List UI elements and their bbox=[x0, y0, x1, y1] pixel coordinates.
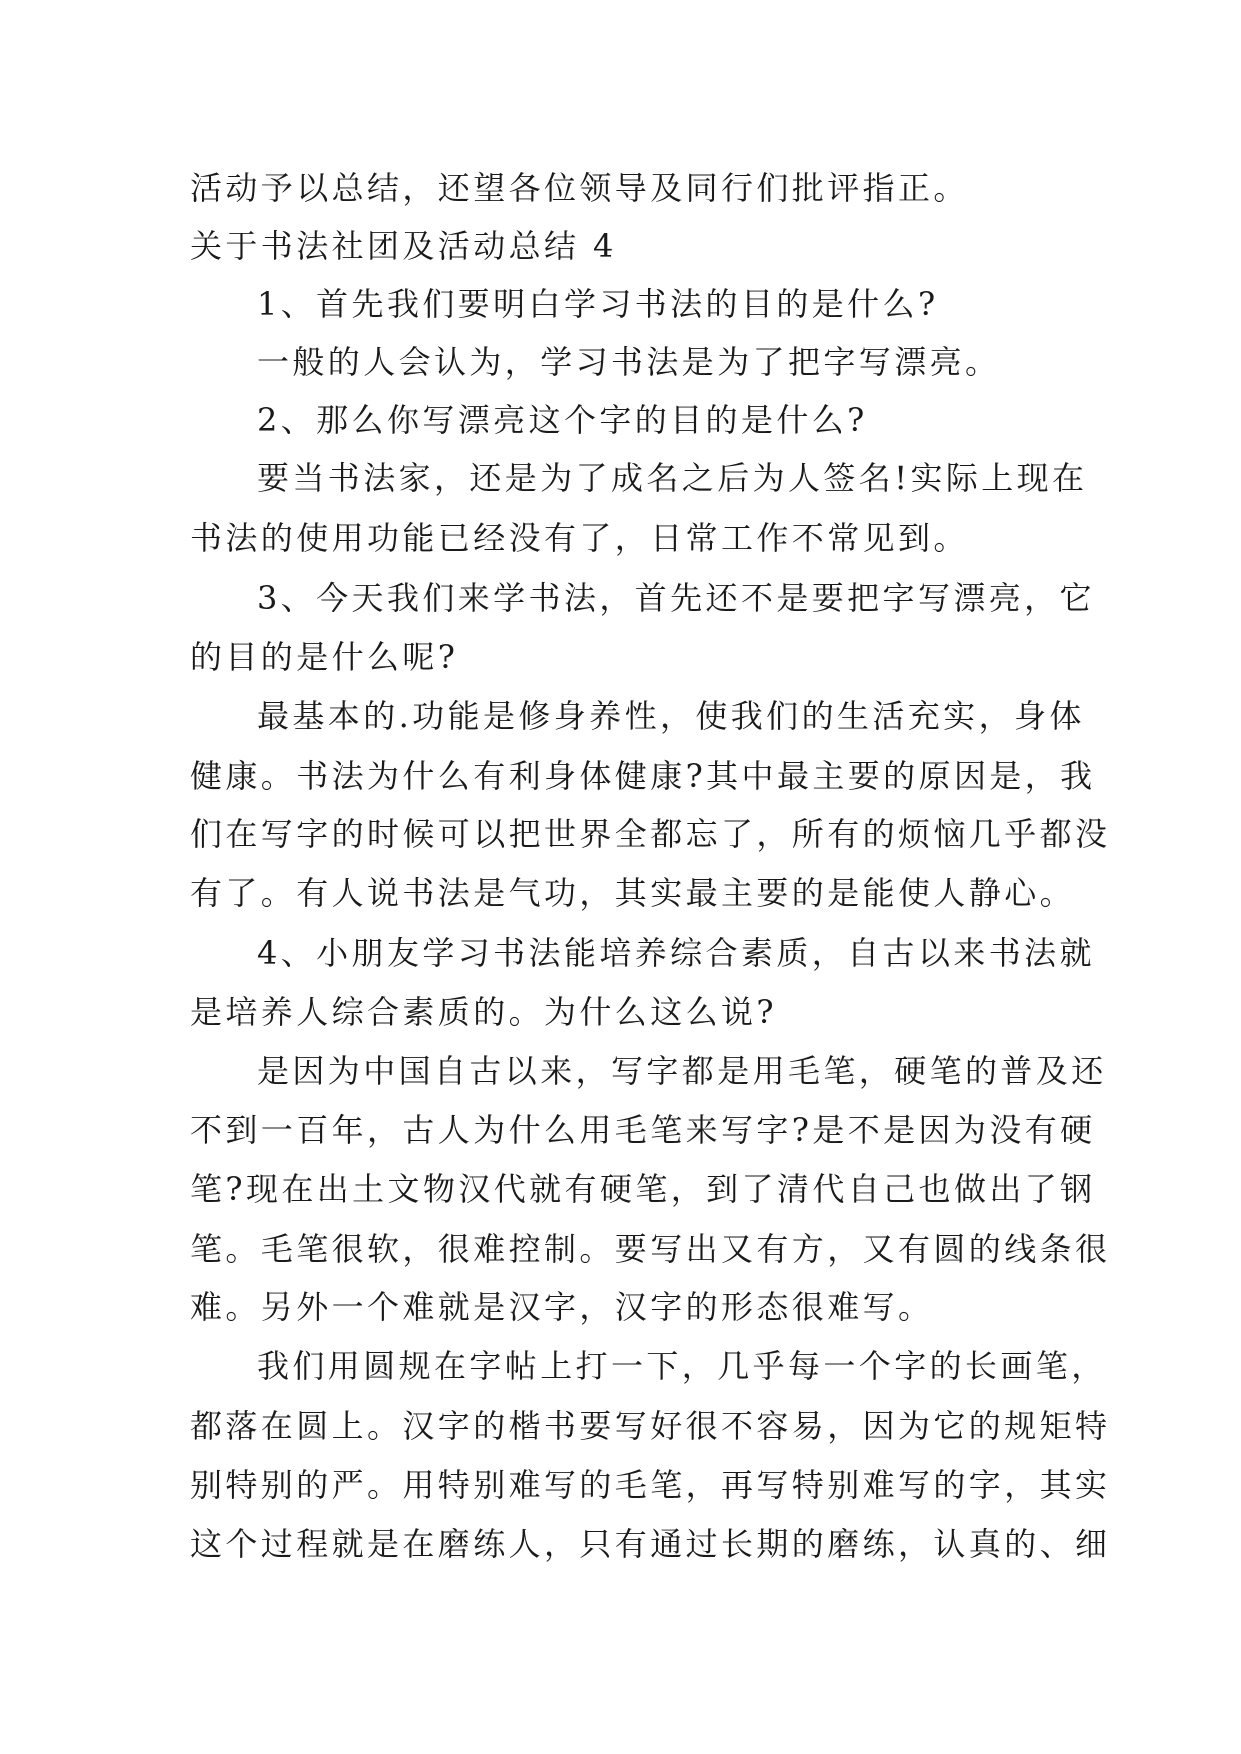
text-line: 我们用圆规在字帖上打一下，几乎每一个字的长画笔， bbox=[257, 1347, 1107, 1385]
text-line: 难。另外一个难就是汉字，汉字的形态很难写。 bbox=[190, 1288, 934, 1326]
text-line: 们在写字的时候可以把世界全都忘了，所有的烦恼几乎都没 bbox=[190, 815, 1111, 853]
text-line: 4、小朋友学习书法能培养综合素质，自古以来书法就 bbox=[257, 934, 1095, 972]
text-line: 都落在圆上。汉字的楷书要写好很不容易，因为它的规矩特 bbox=[190, 1407, 1111, 1445]
text-line: 要当书法家，还是为了成名之后为人签名!实际上现在 bbox=[257, 459, 1088, 497]
text-line: 健康。书法为什么有利身体健康?其中最主要的原因是，我 bbox=[190, 757, 1096, 795]
text-line: 笔?现在出土文物汉代就有硬笔，到了清代自己也做出了钢 bbox=[190, 1170, 1096, 1208]
text-line: 笔。毛笔很软，很难控制。要写出又有方，又有圆的线条很 bbox=[190, 1230, 1111, 1268]
text-line: 3、今天我们来学书法，首先还不是要把字写漂亮，它 bbox=[257, 579, 1095, 617]
text-line: 是因为中国自古以来，写字都是用毛笔，硬笔的普及还 bbox=[257, 1052, 1107, 1090]
text-line: 2、那么你写漂亮这个字的目的是什么? bbox=[257, 401, 868, 439]
text-line: 不到一百年，古人为什么用毛笔来写字?是不是因为没有硬 bbox=[190, 1111, 1096, 1149]
text-line: 一般的人会认为，学习书法是为了把字写漂亮。 bbox=[257, 343, 1001, 381]
text-line: 是培养人综合素质的。为什么这么说? bbox=[190, 993, 777, 1031]
text-line: 有了。有人说书法是气功，其实最主要的是能使人静心。 bbox=[190, 874, 1076, 912]
text-line: 最基本的.功能是修身养性，使我们的生活充实，身体 bbox=[257, 697, 1085, 735]
section-heading: 关于书法社团及活动总结 4 bbox=[190, 227, 617, 265]
text-line: 1、首先我们要明白学习书法的目的是什么? bbox=[257, 285, 939, 323]
text-line: 活动予以总结，还望各位领导及同行们批评指正。 bbox=[190, 169, 969, 207]
text-line: 书法的使用功能已经没有了，日常工作不常见到。 bbox=[190, 519, 969, 557]
text-line: 别特别的严。用特别难写的毛笔，再写特别难写的字，其实 bbox=[190, 1466, 1111, 1504]
text-line: 的目的是什么呢? bbox=[190, 638, 459, 676]
text-line: 这个过程就是在磨练人，只有通过长期的磨练，认真的、细 bbox=[190, 1525, 1111, 1563]
